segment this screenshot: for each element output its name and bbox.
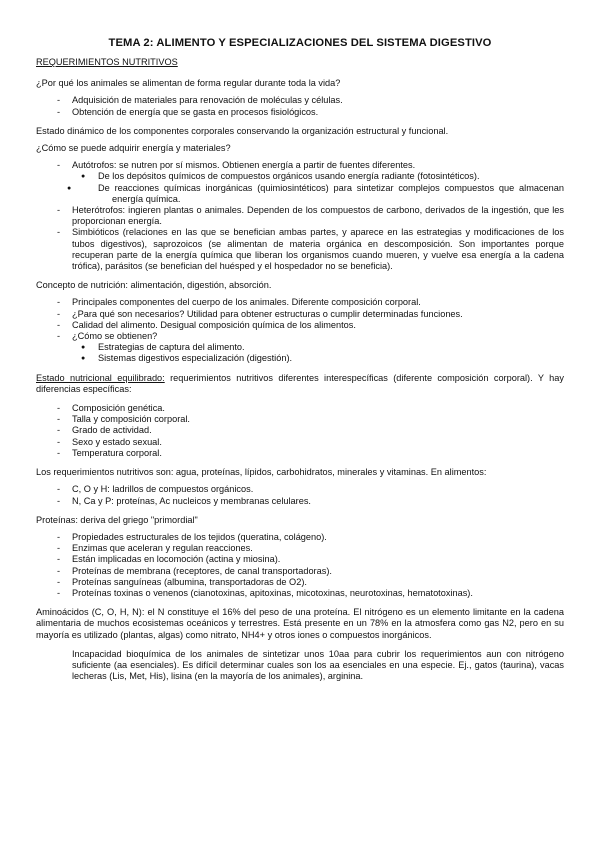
list-item: - Temperatura corporal. — [72, 448, 564, 459]
proteinas-list — [36, 532, 564, 599]
list-item: - Grado de actividad. — [72, 425, 564, 436]
q1-list — [36, 95, 564, 117]
concepto-nutricion: Concepto de nutrición: alimentación, digestión, absorción. — [36, 280, 272, 291]
autotrofos-sublist — [72, 171, 564, 205]
list-item: - Proteínas sanguíneas (albumina, transportadoras de O2). — [72, 577, 564, 588]
list-item: - ¿Para qué son necesarios? Utilidad para obtener estructuras o cumplir determinadas funciones. — [72, 309, 564, 320]
autotrofos-text: Autótrofos: se nutren por sí mismos. Obtienen energía a partir de fuentes diferentes. — [72, 160, 416, 171]
question-2: ¿Cómo se puede adquirir energía y materiales? — [36, 143, 231, 154]
estado-nutricional — [36, 373, 564, 395]
concepto-list — [36, 297, 564, 364]
list-item: - Proteínas toxinas o venenos (cianotoxinas, apitoxinas, micotoxinas, neurotoxinas, hematotoxinas). — [72, 588, 564, 599]
list-item: - Principales componentes del cuerpo de los animales. Diferente composición corporal. — [72, 297, 564, 308]
list-item-autotrofos — [72, 160, 564, 205]
list-item: - Obtención de energía que se gasta en procesos fisiológicos. — [72, 107, 564, 118]
concepto-sublist — [72, 342, 564, 364]
list-item: - Proteínas de membrana (receptores, de canal transportadoras). — [72, 566, 564, 577]
list-item — [72, 331, 564, 365]
list-item: - Están implicadas en locomoción (actina y miosina). — [72, 554, 564, 565]
estado-dinamico: Estado dinámico de los componentes corporales conservando la organización estructural y funcional. — [36, 125, 449, 136]
sub-item: ● De los depósitos químicos de compuestos orgánicos usando energía radiante (fotosintéticos). — [98, 171, 564, 182]
section-title: REQUERIMIENTOS NUTRITIVOS — [36, 57, 178, 67]
nutrition-types-list — [36, 160, 564, 272]
list-item: - Sexo y estado sexual. — [72, 437, 564, 448]
list-item-heterotrofos: - Heterótrofos: ingieren plantas o animales. Dependen de los compuestos de carbono, derivados de la ingestión, que les proporcionan energía. — [72, 205, 564, 227]
list-item: - Propiedades estructurales de los tejidos (queratina, colágeno). — [72, 532, 564, 543]
requerimientos-list — [36, 484, 564, 506]
diferencias-list — [36, 403, 564, 459]
proteinas: Proteínas: deriva del griego "primordial" — [36, 514, 198, 525]
question-1: ¿Por qué los animales se alimentan de forma regular durante toda la vida? — [36, 78, 341, 89]
estado-nutricional-label: Estado nutricional equilibrado: — [36, 372, 165, 383]
list-item: - Enzimas que aceleran y regulan reacciones. — [72, 543, 564, 554]
list-item: - C, O y H: ladrillos de compuestos orgánicos. — [72, 484, 564, 495]
requerimientos: Los requerimientos nutritivos son: agua, proteínas, lípidos, carbohidratos, minerales y vitaminas. En alimentos: — [36, 467, 487, 478]
aminoacidos: Aminoácidos (C, O, H, N): el N constituye el 16% del peso de una proteína. El nitrógeno es un elemento limitante en la cadena alimentaria de muchos ecosistemas oceánicos y terrestres. Está presente en un 78% en la atmosfera como gas N2, pero en su mayoría es utilizado (plantas, algas) como nitrato, NH4+ y otros iones o compuestos inorgánicos. — [36, 607, 564, 640]
list-item: - Calidad del alimento. Desigual composición química de los alimentos. — [72, 320, 564, 331]
document-page — [36, 36, 564, 688]
list-item: - Talla y composición corporal. — [72, 414, 564, 425]
list-item: - Composición genética. — [72, 403, 564, 414]
estado-nutricional-text: requerimientos nutritivos diferentes interespecíficas (diferente composición corporal). Y hay diferencias específicas: — [36, 372, 564, 394]
sub-item: ● Estrategias de captura del alimento. — [98, 342, 564, 353]
document-title: TEMA 2: ALIMENTO Y ESPECIALIZACIONES DEL SISTEMA DIGESTIVO — [108, 37, 492, 49]
list-item: - Adquisición de materiales para renovación de moléculas y células. — [72, 95, 564, 106]
list-item: - N, Ca y P: proteínas, Ac nucleicos y membranas celulares. — [72, 496, 564, 507]
sub-item: ● Sistemas digestivos especialización (digestión). — [98, 353, 564, 364]
list-item-text: ¿Cómo se obtienen? — [72, 331, 158, 342]
sub-item: ● De reacciones químicas inorgánicas (quimiosintéticos) para sintetizar complejos compuestos que almacenan energía química. — [98, 183, 564, 205]
incapacidad-bioquimica: Incapacidad bioquímica de los animales de sintetizar unos 10aa para cubrir los requerimientos aun con nitrógeno suficiente (aa esenciales). Es difícil determinar cuales son los aa esenciales en una especie. Ej., gatos (taurina), vacas lecheras (Lis, Met, His), lisina (en la mayoría de los animales), arginina. — [72, 648, 564, 682]
list-item-simbioticos: - Simbióticos (relaciones en las que se benefician ambas partes, y aparece en las estrategias y modificaciones de los tubos digestivos), saprozoicos (se alimentan de materia orgánica en descomposición. Son importantes porque recuperan parte de la energía química que liberan los organismos cuando mueren, y vuelve esa energía a la cadena trófica), parásitos (se benefician del huésped y el hospedador no se beneficia). — [72, 227, 564, 272]
